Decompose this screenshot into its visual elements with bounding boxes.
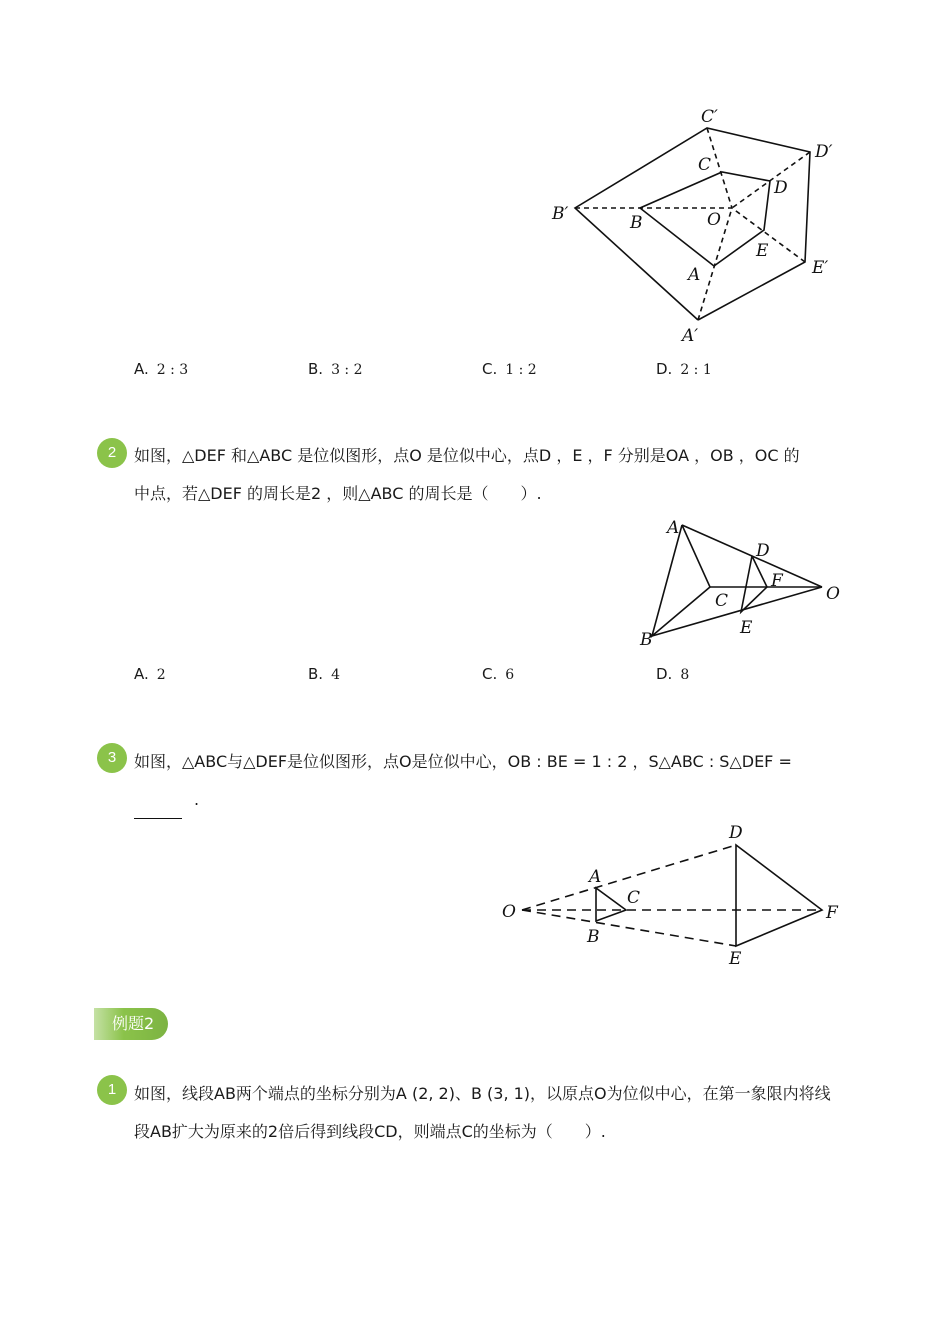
label-C: C [715, 591, 729, 611]
inner-pentagon [640, 172, 770, 266]
triangle-ABC [596, 888, 626, 921]
q2-option-d[interactable]: D. 8 [656, 665, 690, 683]
label-O: O [826, 584, 840, 604]
label-C: C [627, 888, 641, 908]
q2-line1: 如图，△DEF 和△ABC 是位似图形，点O 是位似中心，点D ，E ，F 分别是OA ，OB ，OC 的 [134, 446, 800, 465]
q1-option-b[interactable]: B. 3 : 2 [308, 360, 363, 378]
label-D: D [774, 178, 788, 198]
q2-option-c[interactable]: C. 6 [482, 665, 515, 683]
q2-figure [630, 515, 850, 650]
question-number-badge: 2 [97, 438, 127, 468]
label-B-prime: B′ [552, 204, 569, 224]
answer-blank[interactable] [134, 802, 182, 819]
q3-figure [495, 820, 845, 970]
label-E: E [740, 618, 753, 638]
q2-line2: 中点，若△DEF 的周长是2 ，则△ABC 的周长是（ ）. [134, 484, 542, 503]
label-D: D [729, 823, 743, 843]
q3-text [134, 743, 854, 819]
example-q1-line1: 如图，线段AB两个端点的坐标分别为A (2, 2)、B (3, 1)，以原点O为位似中心，在第一象限内将线 [134, 1084, 831, 1103]
q2-option-b[interactable]: B. 4 [308, 665, 340, 683]
label-A-prime: A′ [682, 326, 699, 346]
label-D: D [756, 541, 770, 561]
label-F: F [771, 571, 783, 591]
label-A: A [688, 265, 701, 285]
q3-line1: 如图，△ABC与△DEF是位似图形，点O是位似中心，OB : BE = 1 : 2 ，S△ABC : S△DEF = [134, 752, 792, 771]
label-E: E [756, 241, 769, 261]
example-q1-line2: 段AB扩大为原来的2倍后得到线段CD，则端点C的坐标为（ ）. [134, 1122, 606, 1141]
label-E: E [729, 949, 742, 969]
q1-option-d[interactable]: D. 2 : 1 [656, 360, 712, 378]
triangle-ABC [652, 525, 710, 636]
label-O: O [502, 902, 516, 922]
label-A: A [589, 867, 602, 887]
q2-option-a[interactable]: A. 2 [134, 665, 166, 683]
triangle-DEF [736, 845, 822, 946]
q2-text [134, 437, 854, 513]
label-C-prime: C′ [701, 107, 718, 127]
q1-figure [540, 95, 860, 355]
q3-line2: . [134, 781, 854, 819]
label-E-prime: E′ [812, 258, 829, 278]
label-O: O [707, 210, 721, 230]
label-B: B [630, 213, 643, 233]
label-A: A [667, 518, 680, 538]
question-number-badge: 1 [97, 1075, 127, 1105]
label-B: B [640, 630, 653, 650]
q1-option-c[interactable]: C. 1 : 2 [482, 360, 537, 378]
outer-pentagon [575, 128, 810, 320]
label-C: C [698, 155, 712, 175]
question-number-badge: 3 [97, 743, 127, 773]
label-B: B [587, 927, 600, 947]
label-D-prime: D′ [815, 142, 833, 162]
example-q1-text [134, 1075, 854, 1151]
q1-option-a[interactable]: A. 2 : 3 [134, 360, 189, 378]
label-F: F [826, 903, 838, 923]
example-tag: 例题2 [94, 1008, 168, 1040]
